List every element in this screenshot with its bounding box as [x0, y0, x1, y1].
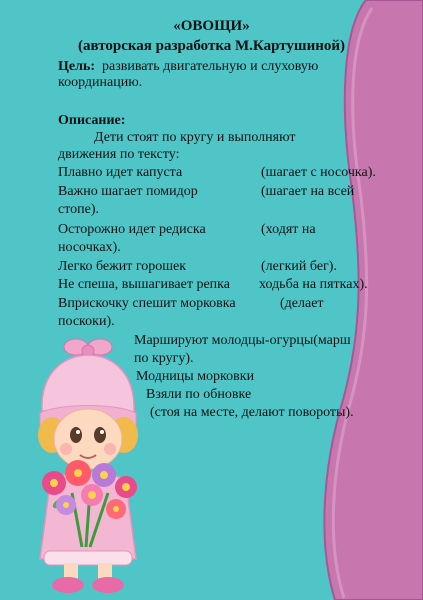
verse-end-line: (стоя на месте, делают повороты).	[150, 405, 354, 420]
verse-line: поскоки).	[58, 314, 115, 329]
document-subtitle: (авторская разработка М.Картушиной)	[77, 38, 345, 54]
pink-hat	[42, 355, 134, 413]
goal-label: Цель:	[58, 59, 96, 74]
verse-line: Важно шагает помидор	[58, 184, 198, 199]
description-label: Описание:	[58, 113, 126, 128]
girl-with-flowers-illustration	[20, 333, 155, 595]
verse-line: Вприскочку спешит морковка	[58, 296, 236, 311]
intro-line-1: Дети стоят по кругу и выполняют	[94, 130, 296, 145]
verse-action: ходьба на пятках).	[259, 277, 368, 292]
verse-line: Легко бежит горошек	[58, 259, 187, 274]
verse-end-line: Маршируют молодцы-огурцы(марш	[134, 333, 351, 348]
verse-end-line: по кругу).	[134, 351, 194, 366]
verse-action: (ходят на	[261, 222, 316, 237]
verse-action: (шагает с носочка).	[261, 165, 376, 180]
goal-text: развивать двигательную и слуховую	[102, 59, 319, 74]
verse-end-line: Модницы морковки	[136, 369, 255, 384]
verse-action: (шагает на всей	[261, 184, 355, 199]
verse-action: (делает	[280, 296, 324, 311]
verse-line: Не спеша, вышагивает репка	[58, 277, 230, 292]
goal-text-continued: координацию.	[58, 75, 143, 90]
intro-line-2: движения по тексту:	[58, 147, 180, 162]
goal-line	[58, 59, 318, 75]
verse-line: Плавно идет капуста	[58, 165, 183, 180]
verse-line: стопе).	[58, 202, 100, 217]
document-title: «ОВОЩИ»	[173, 18, 250, 34]
verse-end-line: Взяли по обновке	[146, 387, 252, 402]
verse-line: Осторожно идет редиска	[58, 222, 206, 237]
girl-face	[54, 409, 122, 469]
verse-line: носочках).	[58, 240, 121, 255]
verse-action: (легкий бег).	[261, 259, 337, 274]
